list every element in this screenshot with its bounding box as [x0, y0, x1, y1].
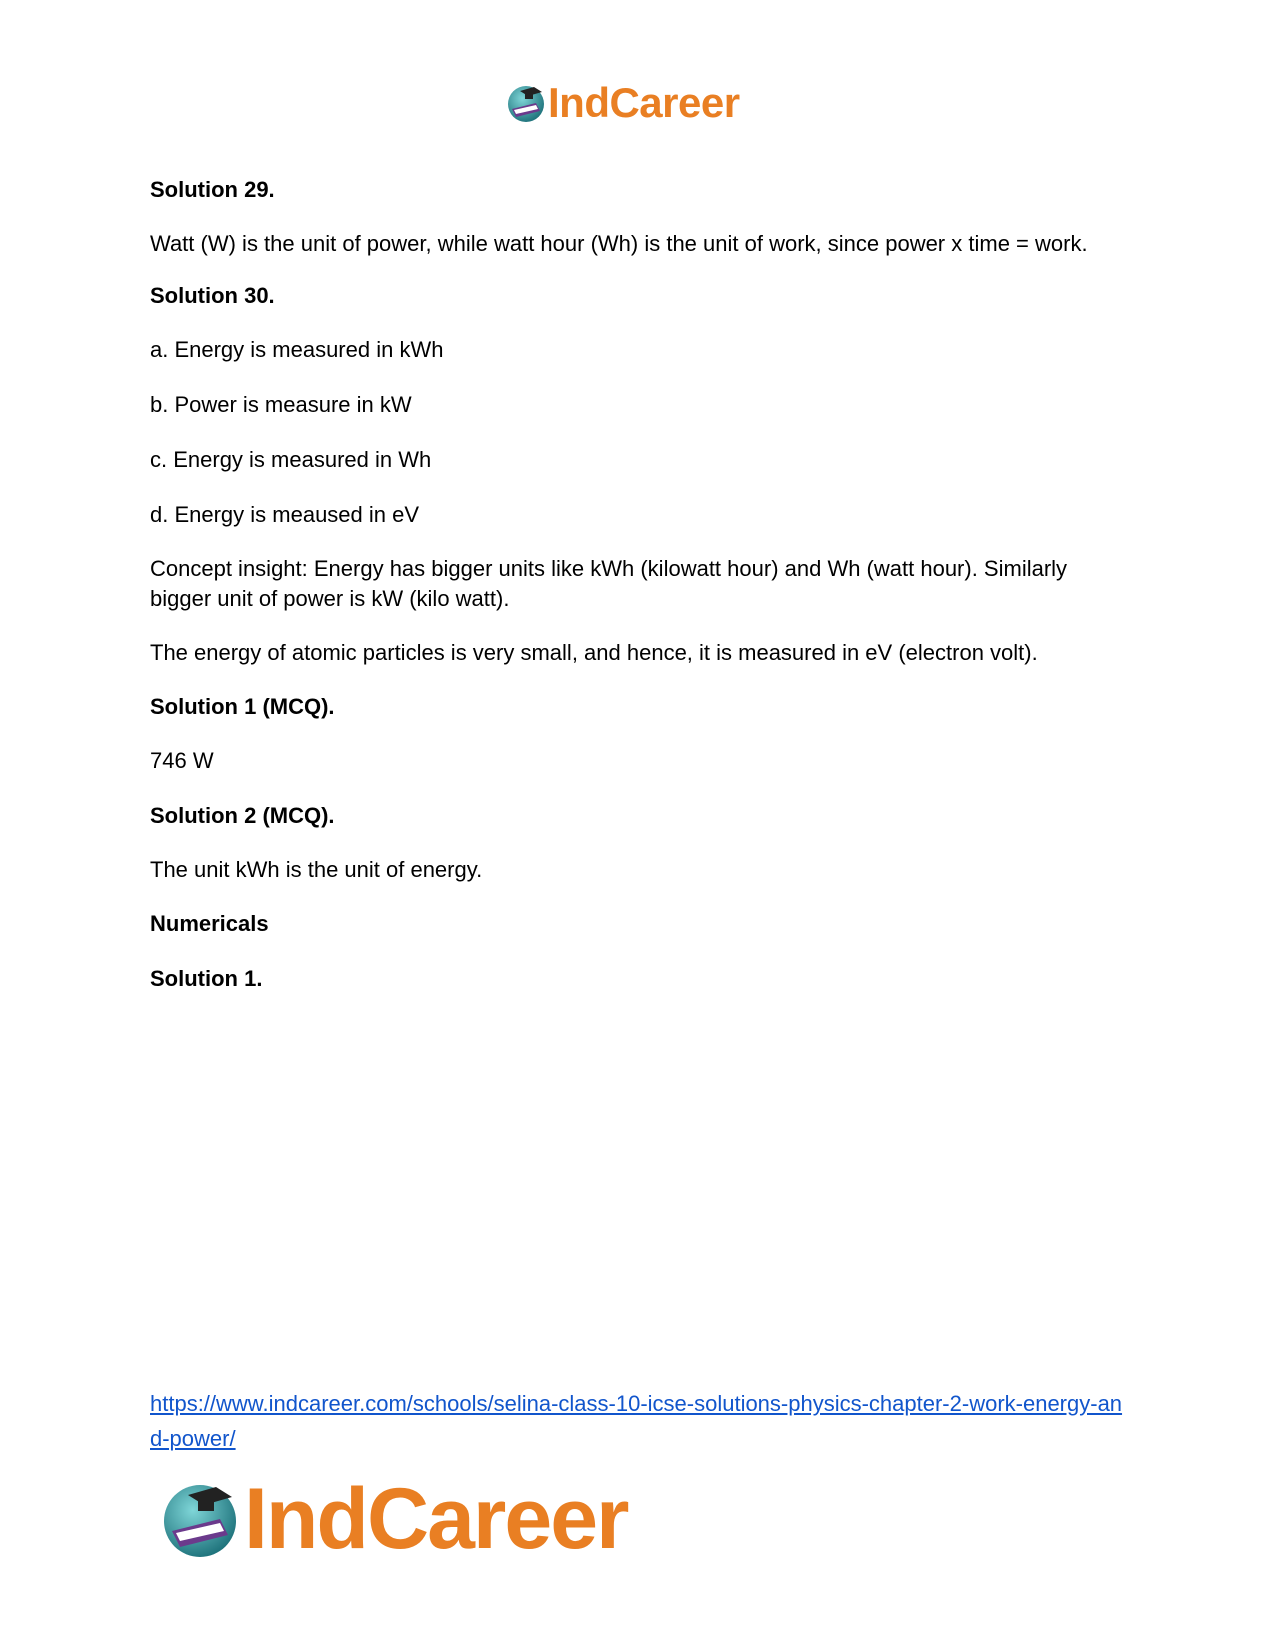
concept-insight: Concept insight: Energy has bigger units like kWh (kilowatt hour) and Wh (watt hour). Similarly bigger unit of power is kW (kilo watt).	[150, 556, 1068, 611]
globe-book-icon	[506, 83, 546, 123]
source-link[interactable]: https://www.indcareer.com/schools/selina-class-10-icse-solutions-physics-chapter-2-work-energy-and-power/	[150, 1391, 1123, 1451]
numericals-heading: Numericals	[150, 911, 269, 936]
solution-30-heading: Solution 30.	[150, 283, 275, 308]
document-body	[150, 175, 1130, 994]
mcq-2-answer: The unit kWh is the unit of energy.	[150, 857, 483, 882]
atomic-energy-note: The energy of atomic particles is very small, and hence, it is measured in eV (electron volt).	[150, 640, 1038, 665]
mcq-1-heading: Solution 1 (MCQ).	[150, 694, 335, 719]
solution-30-item-a: a. Energy is measured in kWh	[150, 337, 444, 362]
brand-wordmark: IndCareer	[244, 1471, 628, 1567]
solution-29-text: Watt (W) is the unit of power, while watt hour (Wh) is the unit of work, since power x time = work.	[150, 231, 1088, 256]
solution-30-item-b: b. Power is measure in kW	[150, 392, 412, 417]
brand-wordmark: IndCareer	[548, 79, 740, 126]
solution-30-item-d: d. Energy is meaused in eV	[150, 502, 420, 527]
mcq-2-heading: Solution 2 (MCQ).	[150, 803, 335, 828]
solution-29-heading: Solution 29.	[150, 177, 275, 202]
numerical-1-heading: Solution 1.	[150, 966, 263, 991]
footer-logo	[160, 1471, 628, 1567]
globe-book-icon	[160, 1479, 240, 1559]
header-logo	[506, 80, 740, 126]
mcq-1-answer: 746 W	[150, 748, 214, 773]
solution-30-item-c: c. Energy is measured in Wh	[150, 447, 432, 472]
